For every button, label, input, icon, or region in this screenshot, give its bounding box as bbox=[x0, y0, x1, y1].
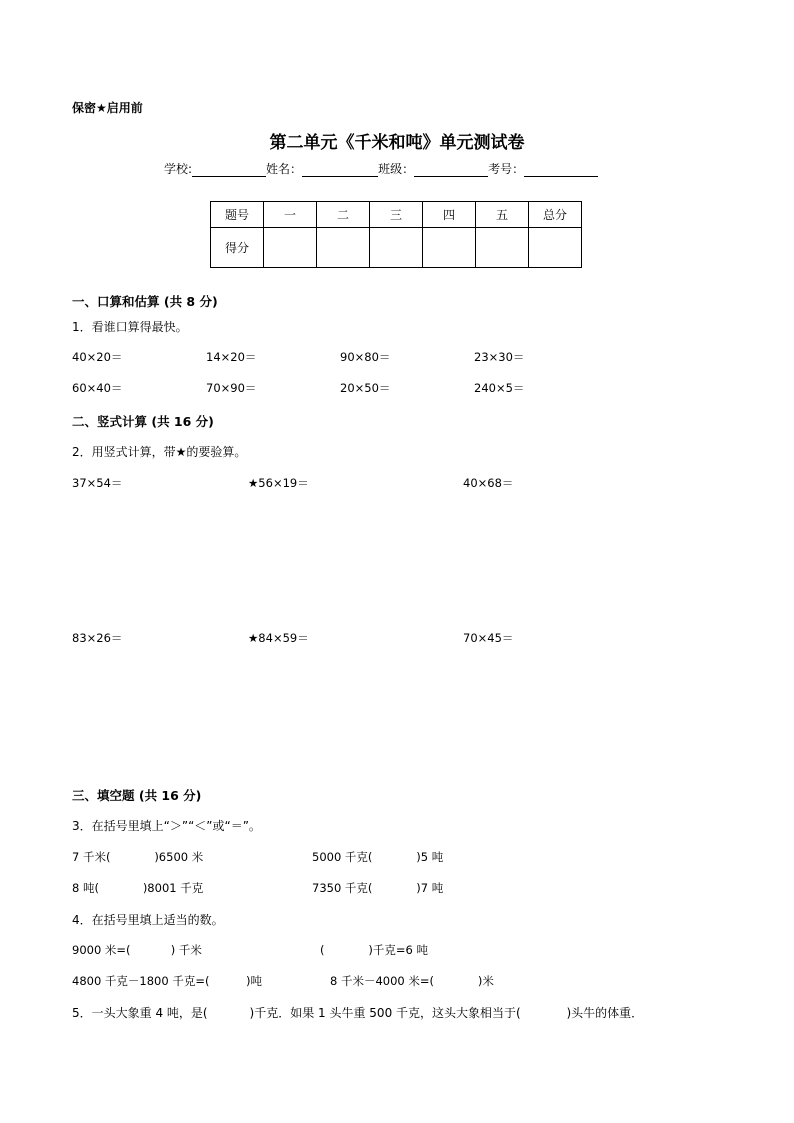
vertical-calc-item: ★84×59＝ bbox=[248, 631, 309, 645]
class-blank[interactable] bbox=[414, 162, 488, 177]
score-cell[interactable] bbox=[317, 228, 370, 268]
score-header-cell: 总分 bbox=[529, 202, 582, 228]
name-blank[interactable] bbox=[302, 162, 378, 177]
score-table bbox=[210, 201, 582, 268]
score-header-cell: 三 bbox=[370, 202, 423, 228]
score-header-cell: 五 bbox=[476, 202, 529, 228]
score-header-cell: 一 bbox=[264, 202, 317, 228]
school-label: 学校: bbox=[164, 162, 193, 176]
vertical-calc-item: 83×26＝ bbox=[72, 631, 123, 645]
vertical-calc-item: ★56×19＝ bbox=[248, 476, 309, 490]
score-cell[interactable] bbox=[423, 228, 476, 268]
compare-item: 5000 千克( )5 吨 bbox=[312, 850, 444, 864]
school-blank[interactable] bbox=[192, 162, 266, 177]
question-2: 2．用竖式计算，带★的要验算。 bbox=[72, 445, 247, 459]
oral-calc-item: 40×20＝ bbox=[72, 350, 123, 364]
fill-item: 9000 米=( ) 千米 bbox=[72, 943, 202, 957]
student-info-line bbox=[164, 160, 598, 177]
score-header-cell: 四 bbox=[423, 202, 476, 228]
fill-item: 4800 千克－1800 千克=( )吨 bbox=[72, 974, 263, 988]
score-cell[interactable] bbox=[529, 228, 582, 268]
vertical-calc-item: 40×68＝ bbox=[463, 476, 514, 490]
score-table-score-row bbox=[211, 228, 582, 268]
section-1-title: 一、口算和估算 (共 8 分) bbox=[72, 294, 218, 309]
question-3: 3．在括号里填上“＞”“＜”或“＝”。 bbox=[72, 819, 261, 833]
compare-item: 8 吨( )8001 千克 bbox=[72, 881, 204, 895]
exam-title: 第二单元《千米和吨》单元测试卷 bbox=[269, 133, 525, 153]
vertical-calc-item: 37×54＝ bbox=[72, 476, 123, 490]
confidential-label: 保密★启用前 bbox=[72, 101, 143, 115]
compare-item: 7350 千克( )7 吨 bbox=[312, 881, 444, 895]
oral-calc-item: 20×50＝ bbox=[340, 381, 391, 395]
oral-calc-item: 23×30＝ bbox=[474, 350, 525, 364]
oral-calc-item: 60×40＝ bbox=[72, 381, 123, 395]
score-header-cell: 题号 bbox=[211, 202, 264, 228]
oral-calc-item: 240×5＝ bbox=[474, 381, 525, 395]
score-cell[interactable] bbox=[264, 228, 317, 268]
fill-item: 8 千米－4000 米=( )米 bbox=[330, 974, 494, 988]
name-label: 姓名： bbox=[266, 162, 303, 176]
oral-calc-item: 90×80＝ bbox=[340, 350, 391, 364]
question-4: 4．在括号里填上适当的数。 bbox=[72, 913, 224, 927]
compare-item: 7 千米( )6500 米 bbox=[72, 850, 204, 864]
score-table-header-row bbox=[211, 202, 582, 228]
score-row-label: 得分 bbox=[211, 228, 264, 268]
section-3-title: 三、填空题 (共 16 分) bbox=[72, 788, 202, 803]
score-cell[interactable] bbox=[476, 228, 529, 268]
score-header-cell: 二 bbox=[317, 202, 370, 228]
class-label: 班级： bbox=[378, 162, 415, 176]
exam-number-label: 考号： bbox=[488, 162, 525, 176]
exam-number-blank[interactable] bbox=[524, 162, 598, 177]
oral-calc-item: 70×90＝ bbox=[206, 381, 257, 395]
vertical-calc-item: 70×45＝ bbox=[463, 631, 514, 645]
score-cell[interactable] bbox=[370, 228, 423, 268]
section-2-title: 二、竖式计算 (共 16 分) bbox=[72, 414, 214, 429]
question-5: 5．一头大象重 4 吨，是( )千克．如果 1 头牛重 500 千克，这头大象相当于( )头牛的体重． bbox=[72, 1006, 644, 1020]
oral-calc-item: 14×20＝ bbox=[206, 350, 257, 364]
fill-item: ( )千克=6 吨 bbox=[320, 943, 428, 957]
question-1: 1．看谁口算得最快。 bbox=[72, 320, 188, 334]
